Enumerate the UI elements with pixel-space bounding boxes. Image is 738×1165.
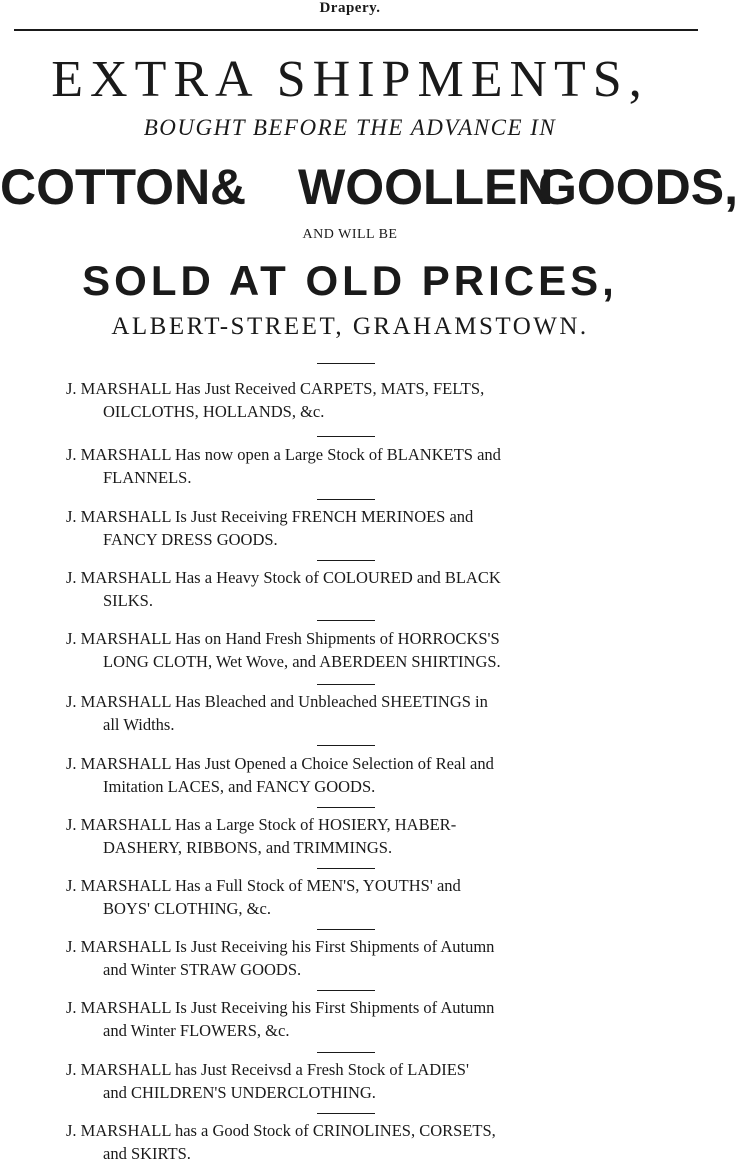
item-line-2: FANCY DRESS GOODS. [103, 530, 278, 549]
separator-rule [317, 363, 375, 364]
headline-word-goods: GOODS, [538, 159, 738, 215]
list-item [66, 690, 636, 736]
item-line-1: J. MARSHALL Is Just Receiving FRENCH MERINOES and [66, 507, 474, 526]
item-line-2: DASHERY, RIBBONS, and TRIMMINGS. [103, 838, 393, 857]
separator-rule [317, 1113, 375, 1114]
list-item [66, 1058, 636, 1104]
header-rule [14, 29, 698, 31]
item-line-2: FLANNELS. [103, 468, 192, 487]
list-item [66, 996, 636, 1042]
item-line-1: J. MARSHALL Is Just Receiving his First Shipments of Autumn [66, 937, 495, 956]
item-line-1: J. MARSHALL Has a Heavy Stock of COLOURED and BLACK [66, 568, 501, 587]
item-line-1: J. MARSHALL Is Just Receiving his First Shipments of Autumn [66, 998, 495, 1017]
item-line-1: J. MARSHALL Has a Full Stock of MEN'S, YOUTHS' and [66, 876, 461, 895]
list-item [66, 1119, 636, 1165]
item-line-2: BOYS' CLOTHING, &c. [103, 899, 271, 918]
section-header: Drapery. [319, 0, 381, 16]
separator-rule [317, 499, 375, 500]
list-item [66, 874, 636, 920]
separator-rule [317, 807, 375, 808]
list-item [66, 813, 636, 859]
list-item [66, 505, 636, 551]
headline-address: ALBERT-STREET, GRAHAMSTOWN. [111, 313, 589, 340]
item-line-2: LONG CLOTH, Wet Wove, and ABERDEEN SHIRTINGS. [103, 652, 501, 671]
separator-rule [317, 990, 375, 991]
list-item [66, 935, 636, 981]
separator-rule [317, 868, 375, 869]
separator-rule [317, 684, 375, 685]
separator-rule [317, 436, 375, 437]
list-item [66, 377, 636, 423]
item-line-2: and Winter STRAW GOODS. [103, 960, 302, 979]
headline-word-cotton: COTTON [0, 159, 211, 215]
headline-cotton-woollen [0, 158, 738, 218]
list-item [66, 443, 636, 489]
headline-and-will-be: AND WILL BE [302, 227, 398, 242]
list-item [66, 566, 636, 612]
headline-sold-at-old-prices: SOLD AT OLD PRICES, [82, 257, 618, 304]
item-line-1: J. MARSHALL Has now open a Large Stock of BLANKETS and [66, 445, 501, 464]
item-line-2: and SKIRTS. [103, 1144, 191, 1163]
headline-ampersand: & [210, 159, 247, 215]
headline-word-woollen: WOOLLEN [298, 159, 554, 215]
headline-extra-shipments: EXTRA SHIPMENTS, [51, 51, 649, 108]
item-line-1: J. MARSHALL Has Bleached and Unbleached SHEETINGS in [66, 692, 488, 711]
item-line-1: J. MARSHALL Has a Large Stock of HOSIERY, HABER- [66, 815, 457, 834]
item-line-2: all Widths. [103, 715, 175, 734]
item-line-1: J. MARSHALL has a Good Stock of CRINOLINES, CORSETS, [66, 1121, 496, 1140]
item-line-1: J. MARSHALL Has Just Opened a Choice Selection of Real and [66, 754, 494, 773]
item-line-1: J. MARSHALL Has on Hand Fresh Shipments of HORROCKS'S [66, 629, 500, 648]
separator-rule [317, 1052, 375, 1053]
list-item [66, 627, 636, 673]
item-line-2: and CHILDREN'S UNDERCLOTHING. [103, 1083, 376, 1102]
separator-rule [317, 745, 375, 746]
headline-bought-before: BOUGHT BEFORE THE ADVANCE IN [143, 115, 557, 140]
list-item [66, 752, 636, 798]
item-line-1: J. MARSHALL has Just Receivsd a Fresh Stock of LADIES' [66, 1060, 469, 1079]
separator-rule [317, 620, 375, 621]
item-line-2: Imitation LACES, and FANCY GOODS. [103, 777, 376, 796]
separator-rule [317, 560, 375, 561]
item-line-2: SILKS. [103, 591, 153, 610]
item-line-2: OILCLOTHS, HOLLANDS, &c. [103, 402, 325, 421]
item-line-1: J. MARSHALL Has Just Received CARPETS, MATS, FELTS, [66, 379, 485, 398]
item-line-2: and Winter FLOWERS, &c. [103, 1021, 290, 1040]
separator-rule [317, 929, 375, 930]
